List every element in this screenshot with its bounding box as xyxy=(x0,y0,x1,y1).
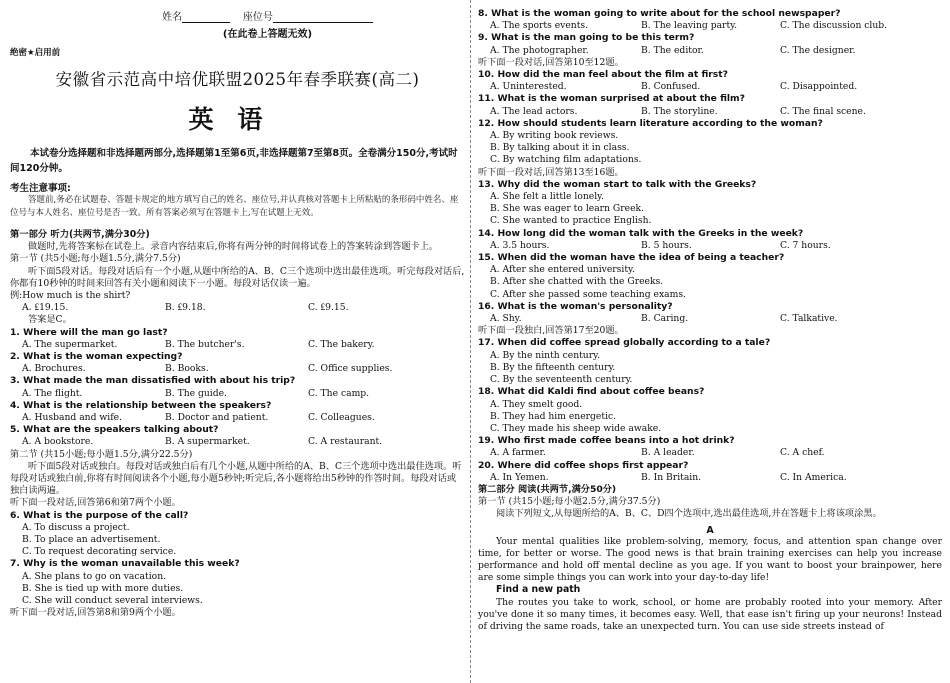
section1-instructions: 听下面5段对话。每段对话后有一个小题,从题中所给的A、B、C三个选项中选出最佳选项。听完每段对话后,你都有10秒钟的时间来回答有关小题和阅读下一小题。每段对话仅读一遍。 xyxy=(10,265,465,289)
question-13: 13. Why did the woman start to talk with the Greeks? xyxy=(478,178,757,190)
q15-option-c: C. After she passed some teaching exams. xyxy=(490,288,686,300)
q4-option-a: A. Husband and wife. xyxy=(22,412,122,424)
question-4: 4. What is the relationship between the speakers? xyxy=(10,399,272,411)
passage-a-paragraph-2: The routes you take to work, school, or home are probably rooted into your memory. After you've done it so many times, it becomes easy. Well, that ease isn't firing up your neurons! Instead of driving the same roads, take an unexpected turn. You can use side streets instead of xyxy=(478,596,942,632)
notice-text: 答题前,务必在试题卷、答题卡规定的地方填写自己的姓名、座位号,并认真核对答题卡上所粘贴的条形码中姓名、座位号与本人姓名、座位号是否一致。所有答案必须写在答题卡上,写在试题上无效。 xyxy=(10,195,459,218)
q4-option-b: B. Doctor and patient. xyxy=(165,412,269,424)
q11-option-b: B. The storyline. xyxy=(641,105,718,117)
q14-option-b: B. 5 hours. xyxy=(641,239,692,251)
part1-instructions: 做题时,先将答案标在试卷上。录音内容结束后,你将有两分钟的时间将试卷上的答案转涂到答题卡上。 xyxy=(28,241,439,253)
q20-option-c: C. In America. xyxy=(780,471,847,483)
name-label: 姓名 xyxy=(162,12,183,23)
question-19-options xyxy=(478,447,942,459)
q11-option-c: C. The final scene. xyxy=(780,105,866,117)
cue-13-16: 听下面一段对话,回答第13至16题。 xyxy=(478,166,624,178)
question-6: 6. What is the purpose of the call? xyxy=(10,509,189,521)
passage-a-paragraph-1: Your mental qualities like problem-solving, memory, focus, and attention span change over time, for better or worse. The good news is that brain training exercises can help you increase performance and hold off mental decline as you age. If you want to boost your brainpower, here are some simple things you can work into your day-to-day life! xyxy=(478,535,942,584)
question-2: 2. What is the woman expecting? xyxy=(10,351,183,363)
q17-option-c: C. By the seventeenth century. xyxy=(490,374,633,386)
q19-option-b: B. A leader. xyxy=(641,447,695,459)
right-column xyxy=(478,8,942,633)
question-16: 16. What is the woman's personality? xyxy=(478,300,673,312)
question-18: 18. What did Kaldi find about coffee beans? xyxy=(478,386,705,398)
secret-tag: 绝密★启用前 xyxy=(10,48,61,58)
question-5: 5. What are the speakers talking about? xyxy=(10,424,219,436)
q10-option-b: B. Confused. xyxy=(641,81,701,93)
q3-option-b: B. The guide. xyxy=(165,387,227,399)
part1-title: 第一部分 听力(共两节,满分30分) xyxy=(10,229,150,240)
q6-option-c: C. To request decorating service. xyxy=(22,546,177,558)
column-divider xyxy=(470,0,471,683)
question-3: 3. What made the man dissatisfied with about his trip? xyxy=(10,375,296,387)
question-19: 19. Who first made coffee beans into a hot drink? xyxy=(478,435,735,447)
q2-option-a: A. Brochures. xyxy=(22,363,86,375)
example-option-a: A. ₤19.15. xyxy=(22,302,69,314)
question-14: 14. How long did the woman talk with the Greeks in the week? xyxy=(478,227,804,239)
left-column xyxy=(10,8,465,620)
questions-1-5 xyxy=(10,327,465,449)
exam-intro: 本试卷分选择题和非选择题两部分,选择题第1至第6页,非选择题第7至第8页。全卷满分150分,考试时间120分钟。 xyxy=(10,148,458,174)
q2-option-b: B. Books. xyxy=(165,363,209,375)
q16-option-b: B. Caring. xyxy=(641,313,689,325)
q10-option-a: A. Uninterested. xyxy=(490,81,567,93)
question-10: 10. How did the man feel about the film at first? xyxy=(478,69,728,81)
question-10-options xyxy=(478,81,942,93)
question-9-options xyxy=(478,45,942,57)
q8-option-c: C. The discussion club. xyxy=(780,20,888,32)
q14-option-a: A. 3.5 hours. xyxy=(490,239,550,251)
example-answer: 答案是C。 xyxy=(28,314,72,326)
notice-title: 考生注意事项: xyxy=(10,183,71,194)
question-3-options xyxy=(10,388,465,400)
q1-option-a: A. The supermarket. xyxy=(22,338,118,350)
cue-17-20: 听下面一段独白,回答第17至20题。 xyxy=(478,325,624,337)
q11-option-a: A. The lead actors. xyxy=(490,105,578,117)
q13-option-a: A. She felt a little lonely. xyxy=(490,191,605,203)
q15-option-b: B. After she chatted with the Greeks. xyxy=(490,276,664,288)
q7-option-b: B. She is tied up with more duties. xyxy=(22,582,184,594)
q16-option-a: A. Shy. xyxy=(490,313,522,325)
q9-option-c: C. The designer. xyxy=(780,44,856,56)
q17-option-a: A. By the ninth century. xyxy=(490,349,600,361)
question-20: 20. Where did coffee shops first appear? xyxy=(478,459,689,471)
q18-option-b: B. They had him energetic. xyxy=(490,410,617,422)
question-1-options xyxy=(10,339,465,351)
no-answer-notice: (在此卷上答题无效) xyxy=(222,29,313,40)
question-1: 1. Where will the man go last? xyxy=(10,326,168,338)
exam-title: 安徽省示范高中培优联盟2025年春季联赛(高二) xyxy=(55,70,420,89)
question-11-options xyxy=(478,106,942,118)
q12-option-b: B. By talking about it in class. xyxy=(490,142,630,154)
question-7: 7. Why is the woman unavailable this week? xyxy=(10,558,240,570)
q14-option-c: C. 7 hours. xyxy=(780,239,831,251)
part2-section1-instructions: 阅读下列短文,从每题所给的A、B、C、D四个选项中,选出最佳选项,并在答题卡上将该项涂黑。 xyxy=(496,508,882,520)
question-8-options xyxy=(478,20,942,32)
cue-8-9: 听下面一段对话,回答第8和第9两个小题。 xyxy=(10,607,181,619)
section2-title: 第二节 (共15小题;每小题1.5分,满分22.5分) xyxy=(10,448,193,460)
part2-section1-title: 第一节 (共15小题;每小题2.5分,满分37.5分) xyxy=(478,496,661,508)
cue-10-12: 听下面一段对话,回答第10至12题。 xyxy=(478,56,624,68)
q15-option-a: A. After she entered university. xyxy=(490,264,635,276)
q17-option-b: B. By the fifteenth century. xyxy=(490,361,616,373)
question-16-options xyxy=(478,313,942,325)
passage-a-subheading: Find a new path xyxy=(496,584,581,596)
candidate-info-line xyxy=(70,8,465,23)
question-2-options xyxy=(10,363,465,375)
section1-title: 第一节 (共5小题;每小题1.5分,满分7.5分) xyxy=(10,253,181,265)
q7-option-c: C. She will conduct several interviews. xyxy=(22,595,203,607)
q20-option-a: A. In Yemen. xyxy=(490,471,549,483)
question-20-options xyxy=(478,472,942,484)
seat-blank xyxy=(273,12,373,23)
q16-option-c: C. Talkative. xyxy=(780,313,838,325)
q18-option-c: C. They made his sheep wide awake. xyxy=(490,422,662,434)
q12-option-c: C. By watching film adaptations. xyxy=(490,154,642,166)
question-12: 12. How should students learn literature according to the woman? xyxy=(478,117,823,129)
q8-option-b: B. The leaving party. xyxy=(641,20,738,32)
cue-6-7: 听下面一段对话,回答第6和第7两个小题。 xyxy=(10,497,181,509)
q9-option-a: A. The photographer. xyxy=(490,44,589,56)
seat-label: 座位号 xyxy=(242,12,273,23)
question-9: 9. What is the man going to be this term? xyxy=(478,32,695,44)
q5-option-a: A. A bookstore. xyxy=(22,436,94,448)
q7-option-a: A. She plans to go on vacation. xyxy=(22,570,167,582)
q12-option-a: A. By writing book reviews. xyxy=(490,130,619,142)
example-question: 例:How much is the shirt? xyxy=(10,290,131,302)
q1-option-b: B. The butcher's. xyxy=(165,338,245,350)
subject-title: 英语 xyxy=(188,105,287,134)
example-option-c: C. ₤9.15. xyxy=(308,302,349,314)
example-options xyxy=(10,302,465,314)
question-5-options xyxy=(10,436,465,448)
q3-option-a: A. The flight. xyxy=(22,387,83,399)
q20-option-b: B. In Britain. xyxy=(641,471,702,483)
part2-title: 第二部分 阅读(共两节,满分50分) xyxy=(478,483,617,495)
question-4-options xyxy=(10,412,465,424)
q19-option-a: A. A farmer. xyxy=(490,447,546,459)
q18-option-a: A. They smelt good. xyxy=(490,398,583,410)
question-14-options xyxy=(478,240,942,252)
q3-option-c: C. The camp. xyxy=(308,387,370,399)
question-17: 17. When did coffee spread globally according to a tale? xyxy=(478,337,771,349)
question-15: 15. When did the woman have the idea of being a teacher? xyxy=(478,252,785,264)
q5-option-b: B. A supermarket. xyxy=(165,436,250,448)
q6-option-a: A. To discuss a project. xyxy=(22,521,130,533)
q9-option-b: B. The editor. xyxy=(641,44,704,56)
q13-option-c: C. She wanted to practice English. xyxy=(490,215,652,227)
q1-option-c: C. The bakery. xyxy=(308,338,375,350)
q19-option-c: C. A chef. xyxy=(780,447,825,459)
q5-option-c: C. A restaurant. xyxy=(308,436,383,448)
q13-option-b: B. She was eager to learn Greek. xyxy=(490,203,645,215)
passage-letter: A xyxy=(706,524,714,536)
name-blank xyxy=(182,12,230,23)
q8-option-a: A. The sports events. xyxy=(490,20,589,32)
question-8: 8. What is the woman going to write about for the school newspaper? xyxy=(478,8,841,19)
q6-option-b: B. To place an advertisement. xyxy=(22,534,161,546)
q10-option-c: C. Disappointed. xyxy=(780,81,858,93)
section2-instructions: 听下面5段对话或独白。每段对话或独白后有几个小题,从题中所给的A、B、C三个选项中选出最佳选项。听每段对话或独白前,你将有时间阅读各个小题,每小题5秒钟;听完后,各小题将给出5秒钟的作答时间。每段对话或独白读两遍。 xyxy=(10,460,462,497)
q4-option-c: C. Colleagues. xyxy=(308,412,375,424)
q2-option-c: C. Office supplies. xyxy=(308,363,393,375)
question-11: 11. What is the woman surprised at about the film? xyxy=(478,93,745,105)
example-option-b: B. ₤9.18. xyxy=(165,302,206,314)
